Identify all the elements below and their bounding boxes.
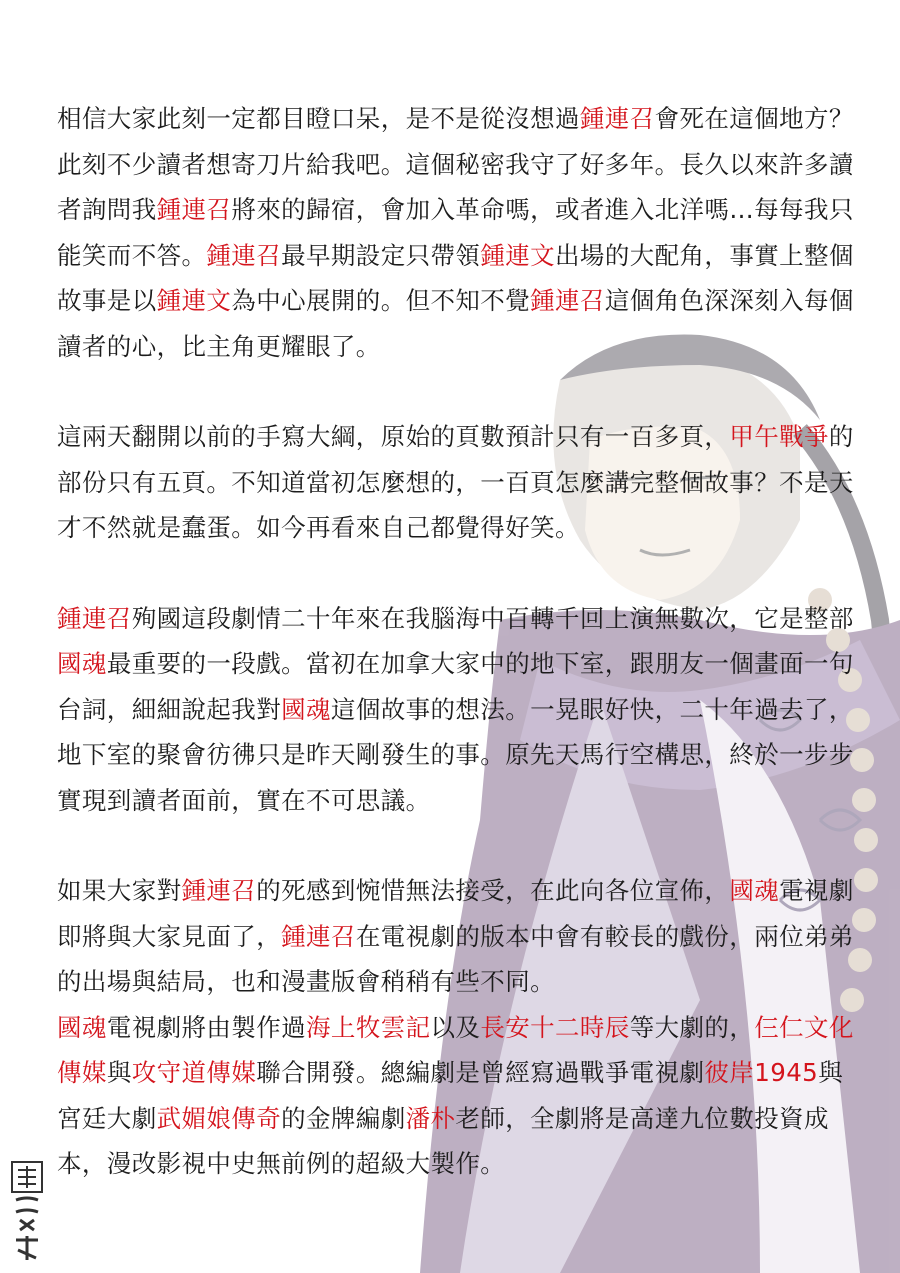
text-run: 的部份只有五頁。不知道當初怎麼想的，一百頁怎麼講完整個故事？不是天才不然就是蠢蛋。如今再看來自己都覺得好笑。 xyxy=(57,422,854,542)
text-run: 相信大家此刻一定都目瞪口呆，是不是從沒想過 xyxy=(57,104,580,133)
highlighted-term: 長安十二時辰 xyxy=(480,1012,630,1042)
text-run: 會死在這個地方？此刻不少讀者想寄刀片給我吧。這個秘密我守了好多年。長久以來許多讀者詢問我 xyxy=(57,104,854,224)
text-run: 的金牌編劇 xyxy=(281,1103,406,1133)
highlighted-term: 鍾連召 xyxy=(206,240,282,270)
text-run: 如果大家對 xyxy=(57,876,182,905)
text-run: 等大劇的， xyxy=(629,1012,755,1042)
manben-logo-icon xyxy=(10,1160,44,1265)
paragraph-4 xyxy=(57,868,857,1005)
text-run: 這兩天翻開以前的手寫大綱，原始的頁數預計只有一百多頁， xyxy=(57,422,730,451)
text-run: 電視劇將由製作過 xyxy=(106,1012,307,1042)
highlighted-term: 武媚娘傳奇 xyxy=(156,1103,282,1133)
highlighted-term: 甲午戰爭 xyxy=(729,422,829,451)
paragraph-5 xyxy=(57,1005,857,1187)
paragraph-1 xyxy=(57,96,857,369)
highlighted-term: 國魂 xyxy=(281,694,331,724)
highlighted-term: 鍾連召 xyxy=(156,195,232,224)
text-run: 將來的歸宿，會加入革命嗎，或者進入北洋嗎…每每我只能笑而不答。 xyxy=(57,195,854,270)
text-run: 出場的大配角，事實上整個故事是以 xyxy=(57,240,854,315)
paragraph-2 xyxy=(57,414,857,551)
highlighted-term: 彼岸1945 xyxy=(704,1058,819,1087)
text-run: 這個角色深深刻入每個讀者的心，比主角更耀眼了。 xyxy=(57,286,854,361)
highlighted-term: 國魂 xyxy=(57,649,107,678)
text-run: 這個故事的想法。一晃眼好快，二十年過去了，地下室的聚會彷彿只是昨天剛發生的事。原先天馬行空構思，終於一步步實現到讀者面前，實在不可思議。 xyxy=(57,694,854,815)
highlighted-term: 攻守道傳媒 xyxy=(131,1058,257,1087)
highlighted-term: 鍾連召 xyxy=(530,286,605,315)
highlighted-term: 國魂 xyxy=(729,876,780,905)
text-run: 在電視劇的版本中會有較長的戲份，兩位弟弟的出場與結局，也和漫畫版會稍稍有些不同。 xyxy=(57,921,854,996)
text-run: 老師，全劇將是高達九位數投資成本，漫改影視中史無前例的超級大製作。 xyxy=(57,1103,829,1178)
highlighted-term: 鍾連召 xyxy=(57,603,132,633)
highlighted-term: 國魂 xyxy=(57,1012,107,1042)
highlighted-term: 鍾連文 xyxy=(156,286,232,315)
text-run: 為中心展開的。但不知不覺 xyxy=(231,286,531,315)
highlighted-term: 海上牧雲記 xyxy=(306,1012,431,1042)
text-run: 以及 xyxy=(430,1012,481,1042)
text-run: 與宮廷大劇 xyxy=(57,1058,844,1133)
paragraph-3 xyxy=(57,596,857,824)
highlighted-term: 仨仁文化傳媒 xyxy=(57,1012,854,1087)
text-run: 最重要的一段戲。當初在加拿大家中的地下室，跟朋友一個畫面一句台詞，細細說起我對 xyxy=(57,649,854,724)
text-run: 電視劇即將與大家見面了， xyxy=(57,876,854,951)
text-run: 最早期設定只帶領 xyxy=(281,240,481,270)
highlighted-term: 潘朴 xyxy=(405,1103,456,1133)
highlighted-term: 鍾連召 xyxy=(579,104,655,133)
text-run: 與 xyxy=(106,1058,132,1087)
highlighted-term: 鍾連文 xyxy=(480,240,556,270)
highlighted-term: 鍾連召 xyxy=(281,921,356,951)
text-run: 聯合開發。總編劇是曾經寫過戰爭電視劇 xyxy=(256,1058,705,1087)
text-run: 殉國這段劇情二十年來在我腦海中百轉千回上演無數次，它是整部 xyxy=(131,603,854,633)
highlighted-term: 鍾連召 xyxy=(181,876,257,905)
afterword-text xyxy=(57,96,857,1232)
text-run: 的死感到惋惜無法接受，在此向各位宣佈， xyxy=(256,876,730,905)
